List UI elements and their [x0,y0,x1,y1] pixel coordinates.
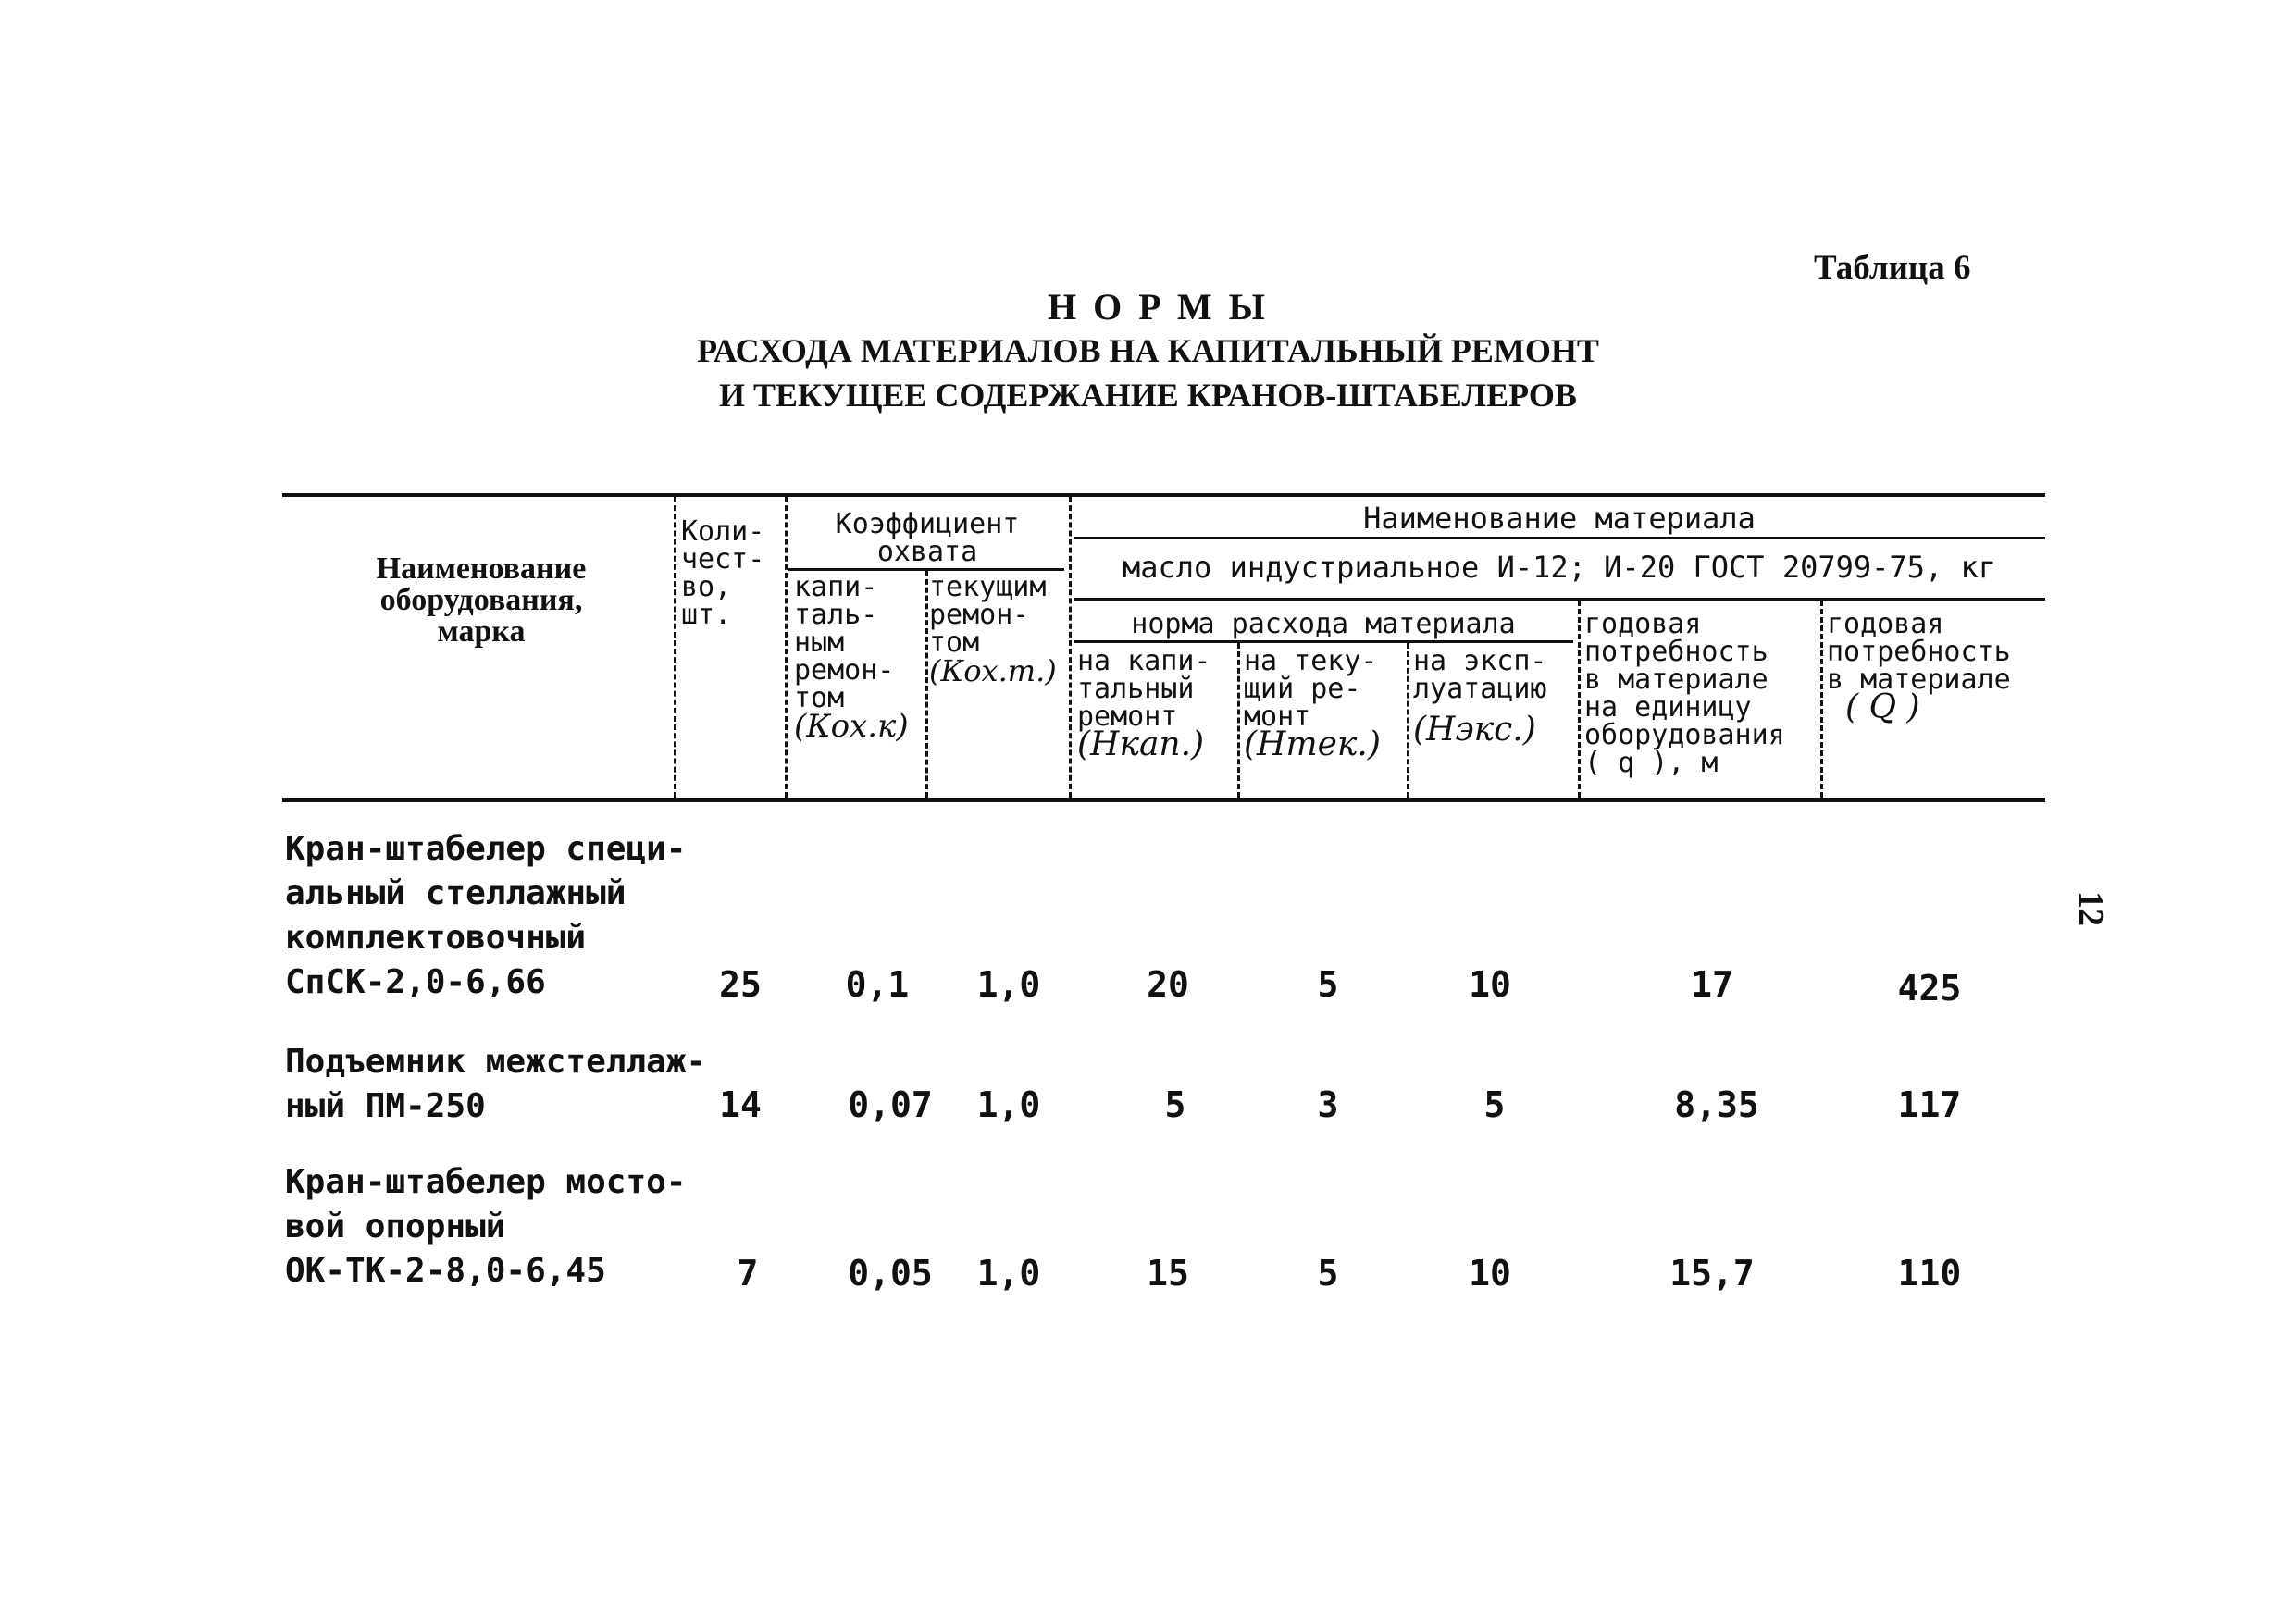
cell-annual-unit: 8,35 [1674,1084,1759,1125]
cell-norm-cur: 5 [1317,964,1339,1005]
title-line1: НОРМЫ [1048,286,1282,328]
cell-norm-cap: 15 [1147,1253,1189,1294]
divider [1820,601,1823,798]
header-material-group: Наименование материала [1363,501,1756,536]
cell-annual-unit: 17 [1691,964,1733,1005]
cell-norm-cur: 3 [1317,1084,1339,1125]
cell-norm-exp: 10 [1469,964,1511,1005]
header-norm-exp: на эксп- луатацию (Нэкс.) [1413,645,1547,749]
cell-coef-cap: 0,07 [848,1084,933,1125]
cell-coef-cur: 1,0 [976,1253,1041,1294]
header-bottom-rule [282,798,2045,802]
cell-annual-total: 425 [1897,968,1962,1009]
cell-coef-cap: 0,05 [848,1253,933,1294]
table-row-name: Кран-штабелер специ- альный стеллажный комплектовочный СпСК-2,0-6,66 [285,830,687,1001]
header-coef-group: Коэффициент охвата [835,508,1020,568]
cell-annual-total: 117 [1897,1084,1962,1125]
divider [674,497,676,798]
cell-qty: 25 [719,964,762,1005]
table-label: Таблица 6 [1814,249,1971,287]
title-line3: И ТЕКУЩЕЕ СОДЕРЖАНИЕ КРАНОВ-ШТАБЕЛЕРОВ [719,377,1577,414]
header-annual-unit: годовая потребность в материале на единицу оборудования ( q ), м [1584,608,1785,779]
norm-rule [1074,640,1573,643]
divider [1069,497,1072,798]
cell-qty: 7 [737,1253,759,1294]
cell-coef-cur: 1,0 [976,1084,1041,1125]
cell-qty: 14 [719,1084,762,1125]
table-row-name: Кран-штабелер мосто- вой опорный ОК-ТК-2-8,0-6,45 [285,1163,687,1290]
cell-coef-cap: 0,1 [845,964,910,1005]
cell-annual-unit: 15,7 [1669,1253,1755,1294]
header-material-name: масло индустриальное И-12; И-20 ГОСТ 20799-75, кг [1122,550,1996,585]
divider [1407,643,1409,798]
table-row-name: Подъемник межстеллаж- ный ПМ-250 [285,1043,707,1125]
header-annual-total: годовая потребность в материале ( Q ) [1827,608,2011,726]
header-coef-cur: текущим ремон- том (Кох.т.) [929,571,1057,688]
title-line2: РАСХОДА МАТЕРИАЛОВ НА КАПИТАЛЬНЫЙ РЕМОНТ [697,332,1599,369]
cell-norm-exp: 5 [1483,1084,1506,1125]
header-name-col: Наименование оборудования, марка [376,551,587,649]
cell-norm-exp: 10 [1469,1253,1511,1294]
table-top-rule [282,493,2045,497]
cell-coef-cur: 1,0 [976,964,1041,1005]
material-rule [1074,537,2045,539]
header-norm-cap: на капи- тальный ремонт (Нкап.) [1077,645,1211,763]
material-name-rule [1074,598,2045,601]
header-norm-cur: на теку- щий ре- монт (Нтек.) [1244,645,1381,763]
header-norm-group: норма расхода материала [1131,608,1516,640]
divider [785,497,788,798]
divider [925,571,928,798]
cell-norm-cur: 5 [1317,1253,1339,1294]
cell-norm-cap: 5 [1164,1084,1186,1125]
cell-annual-total: 110 [1897,1253,1962,1294]
divider [1237,643,1240,798]
header-qty-col: Коли- чест- во, шт. [681,515,765,631]
page-number: 12 [2071,891,2110,926]
divider [1578,601,1581,798]
header-coef-cap: капи- таль- ным ремон- том (Кох.к) [794,571,909,745]
cell-norm-cap: 20 [1147,964,1189,1005]
